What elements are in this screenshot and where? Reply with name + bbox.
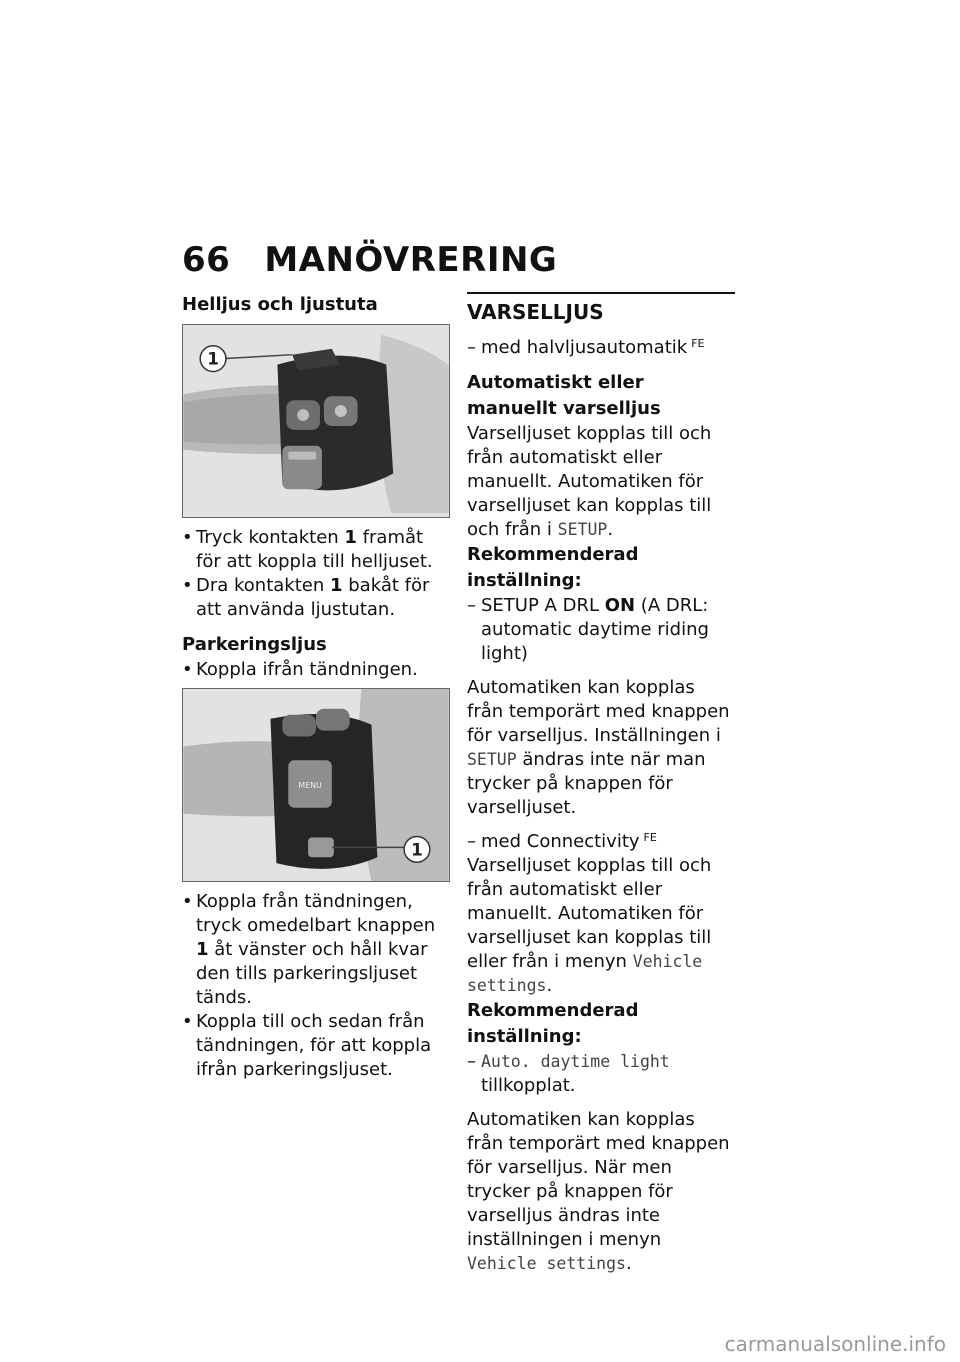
body-paragraph: Automatiken kan kopplas från temporärt med knappen för varselljus. När men trycker på knappen för varselljus ändras inte inställningen i menyn Vehicle settings. [467, 1109, 730, 1274]
recommended-setting-title: Rekommenderad inställning: [467, 544, 639, 591]
section-rule [467, 292, 735, 294]
condition-note: – med Connectivity $^{FE}$ [467, 830, 735, 854]
fe-marker: FE [691, 337, 705, 350]
body-paragraph: Automatiken kan kopplas från temporärt med knappen för varselljus. Inställningen i SETUP ändras inte när man trycker på knappen för varselljuset. [467, 677, 730, 818]
section-title-parking-light: Parkeringsljus [182, 634, 327, 655]
figure-parking-light-switch [182, 688, 450, 882]
section-title-high-beam: Helljus och ljustuta [182, 294, 378, 315]
figure-high-beam-switch [182, 324, 450, 518]
handlebar-switch-illustration-2 [183, 689, 449, 881]
figure-callout-1b: 1 [411, 839, 423, 860]
list-item: • Koppla ifrån tändningen. [182, 658, 450, 682]
figure-callout-1: 1 [207, 348, 219, 369]
chapter-title: MANÖVRERING [264, 240, 558, 280]
list-item: • Koppla från tändningen, tryck omedelbart knappen 1 åt vänster och håll kvar den tills parkeringsljuset tänds. [182, 890, 450, 1010]
body-paragraph: Varselljuset kopplas till och från automatiskt eller manuellt. Automatiken för varselljuset kan kopplas till och från i SETUP. [467, 423, 712, 540]
left-column [182, 292, 450, 1082]
list-item: • Dra kontakten 1 bakåt för att använda ljustutan. [182, 574, 450, 622]
subsection-title: Automatiskt eller manuellt varselljus [467, 372, 661, 419]
list-item: • Koppla till och sedan från tändningen, för att koppla ifrån parkeringsljuset. [182, 1010, 450, 1082]
recommended-setting-title: Rekommenderad inställning: [467, 1000, 639, 1047]
body-paragraph: Varselljuset kopplas till och från automatiskt eller manuellt. Automatiken för varselljuset kan kopplas till eller från i menyn Vehicle settings. [467, 855, 712, 996]
handlebar-switch-illustration-1 [183, 325, 449, 517]
right-column [467, 292, 735, 1276]
fe-marker: FE [643, 831, 657, 844]
page-header [182, 240, 557, 280]
recommended-setting: – SETUP A DRL ON (A DRL: automatic daytime riding light) [467, 594, 735, 666]
recommended-setting: – Auto. daytime light tillkopplat. [467, 1050, 735, 1098]
watermark: carmanualsonline.info [724, 1332, 946, 1356]
figure-menu-label: MENU [298, 780, 322, 790]
list-item: • Tryck kontakten 1 framåt för att koppla till helljuset. [182, 526, 450, 574]
section-title-drl: VARSELLJUS [467, 300, 604, 324]
page-number: 66 [182, 240, 231, 280]
condition-note: – med halvljusautomatik $^{FE}$ [467, 336, 735, 360]
